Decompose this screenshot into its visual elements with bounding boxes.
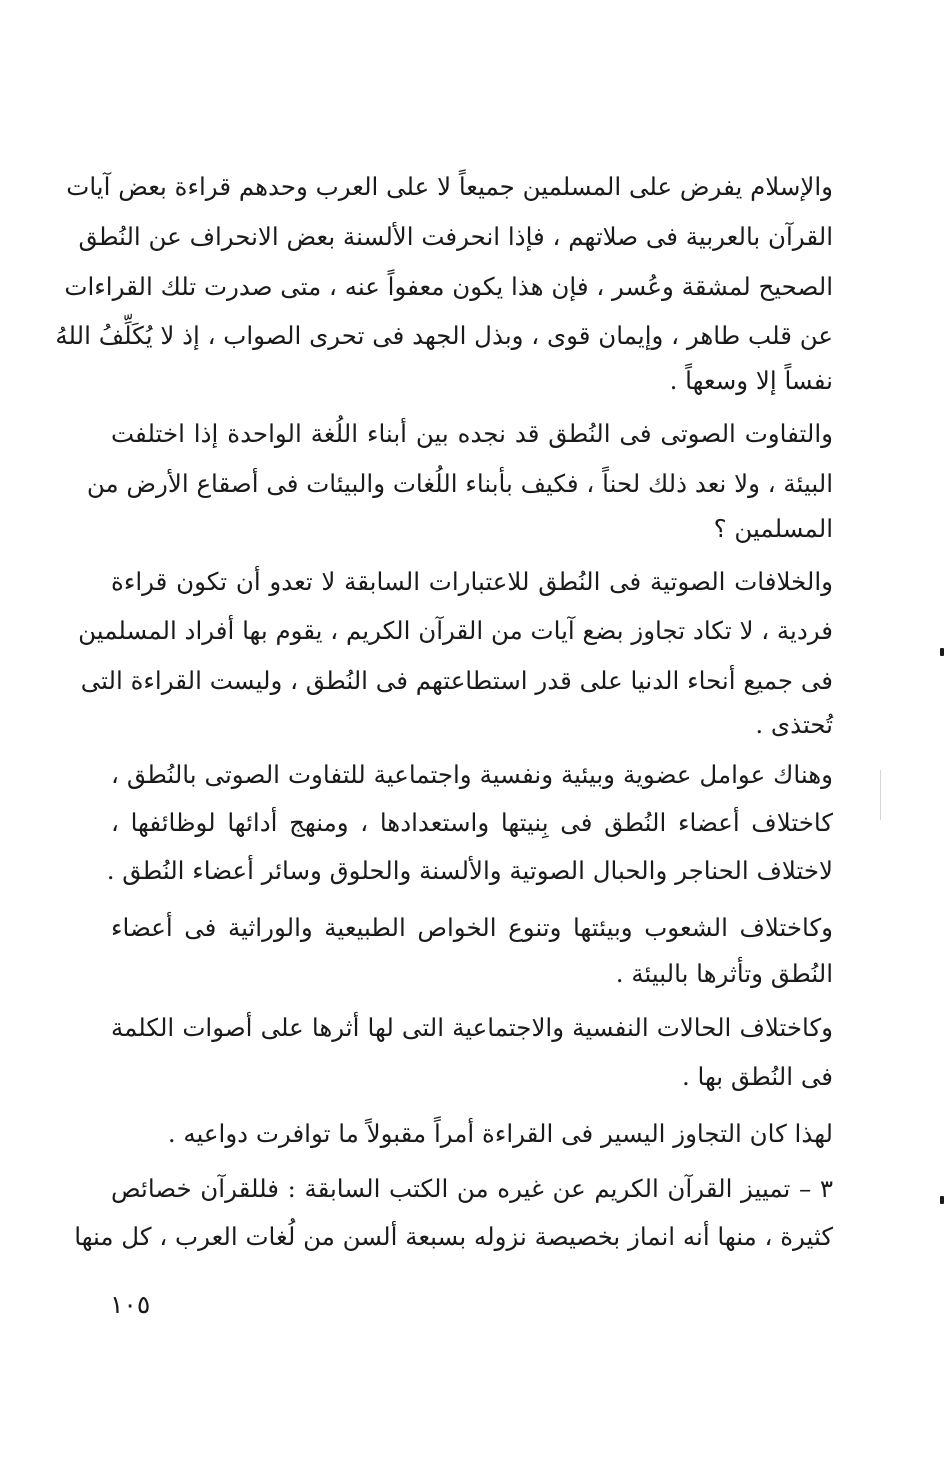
text-line: نفساً إلا وسعهاً . (669, 366, 833, 395)
text-line: فردية ، لا تكاد تجاوز بضع آيات من القرآن الكريم ، يقوم بها أفراد المسلمين (78, 616, 833, 645)
text-line: فى جميع أنحاء الدنيا على قدر استطاعتهم فى النُطق ، وليست القراءة التى (80, 666, 833, 695)
text-line: وكاختلاف الحالات النفسية والاجتماعية التى لها أثرها على أصوات الكلمة (111, 1013, 833, 1042)
scan-margin-mark (940, 1196, 944, 1204)
text-line: والإسلام يفرض على المسلمين جميعاً لا على العرب وحدهم قراءة بعض آيات (66, 172, 833, 201)
text-line: القرآن بالعربية فى صلاتهم ، فإذا انحرفت الألسنة بعض الانحراف عن النُطق (78, 222, 833, 251)
page-fold-mark (880, 770, 881, 820)
text-line: لاختلاف الحناجر والحبال الصوتية والألسنة والحلوق وسائر أعضاء النُطق . (106, 856, 833, 885)
page-number: ١٠٥ (110, 1290, 151, 1319)
scan-margin-mark (940, 648, 944, 656)
text-line: كاختلاف أعضاء النُطق فى بِنيتها واستعدادها ، ومنهج أدائها لوظائفها ، (111, 808, 833, 837)
text-line: وكاختلاف الشعوب وبيئتها وتنوع الخواص الطبيعية والوراثية فى أعضاء (111, 913, 833, 942)
text-line: تُحتذى . (755, 710, 833, 739)
text-line: والتفاوت الصوتى فى النُطق قد نجده بين أبناء اللُغة الواحدة إذا اختلفت (111, 419, 833, 448)
text-line: المسلمين ؟ (713, 514, 833, 543)
text-line: وهناك عوامل عضوية وبيئية ونفسية واجتماعية للتفاوت الصوتى بالنُطق ، (111, 760, 833, 789)
text-line: الصحيح لمشقة وعُسر ، فإن هذا يكون معفواً عنه ، متى صدرت تلك القراءات (64, 272, 833, 301)
text-line: ٣ – تمييز القرآن الكريم عن غيره من الكتب السابقة : فللقرآن خصائص (111, 1174, 833, 1203)
text-line: فى النُطق بها . (681, 1062, 833, 1091)
text-line: عن قلب طاهر ، وإيمان قوى ، وبذل الجهد فى تحرى الصواب ، إذ لا يُكَلِّفُ اللهُ (55, 321, 833, 350)
text-line: النُطق وتأثرها بالبيئة . (615, 959, 833, 988)
text-line: كثيرة ، منها أنه انماز بخصيصة نزوله بسبعة ألسن من لُغات العرب ، كل منها (74, 1222, 833, 1251)
text-line: والخلافات الصوتية فى النُطق للاعتبارات السابقة لا تعدو أن تكون قراءة (111, 567, 833, 596)
text-line: البيئة ، ولا نعد ذلك لحناً ، فكيف بأبناء اللُغات والبيئات فى أصقاع الأرض من (86, 469, 833, 498)
text-line: لهذا كان التجاوز اليسير فى القراءة أمراً مقبولاً ما توافرت دواعيه . (167, 1119, 833, 1148)
